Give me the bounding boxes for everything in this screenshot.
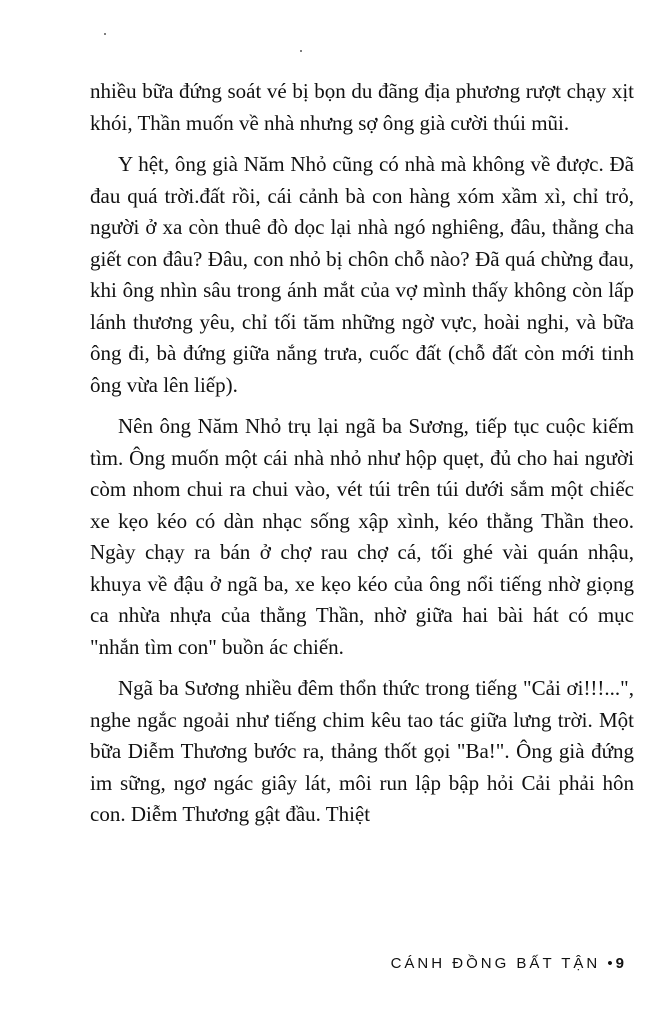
page-number: 9 xyxy=(615,955,625,972)
body-text xyxy=(90,76,634,841)
paragraph-1: nhiều bữa đứng soát vé bị bọn du đãng địa phương rượt chạy xịt khói, Thần muốn về nhà nhưng sợ ông già cười thúi mũi. xyxy=(90,79,634,135)
running-title: CÁNH ĐỒNG BẤT TẬN • xyxy=(390,955,616,972)
scan-speck xyxy=(300,50,302,52)
paragraph-2: Y hệt, ông già Năm Nhỏ cũng có nhà mà không về được. Đã đau quá trời.đất rồi, cái cảnh bà con hàng xóm xầm xì, chỉ trỏ, người ở xa còn thuê đò dọc lại nhà ngó nghiêng, đâu, thằng cha giết con đâu? Đâu, con nhỏ bị chôn chỗ nào? Đã quá chừng đau, khi ông nhìn sâu trong ánh mắt của vợ mình thấy không còn lấp lánh thương yêu, chỉ tối tăm những ngờ vực, hoài nghi, và bữa ông đi, bà đứng giữa nắng trưa, cuốc đất (chỗ đất còn mới tinh ông vừa lên liếp). xyxy=(90,152,634,397)
paragraph-3: Nên ông Năm Nhỏ trụ lại ngã ba Sương, tiếp tục cuộc kiếm tìm. Ông muốn một cái nhà nhỏ như hộp quẹt, đủ cho hai người còm nhom chui ra chui vào, vét túi trên túi dưới sắm một chiếc xe kẹo kéo có dàn nhạc sống xập xình, kéo thằng Thần theo. Ngày chạy ra bán ở chợ rau chợ cá, tối ghé vài quán nhậu, khuya về đậu ở ngã ba, xe kẹo kéo của ông nổi tiếng nhờ giọng ca nhừa nhựa của thằng Thần, nhờ giữa hai bài hát có mục "nhắn tìm con" buồn ác chiến. xyxy=(90,414,634,659)
scan-speck xyxy=(104,33,106,35)
page-footer xyxy=(391,955,625,972)
paragraph-4: Ngã ba Sương nhiều đêm thổn thức trong tiếng "Cải ơi!!!...", nghe ngắc ngoải như tiếng chim kêu tao tác giữa lưng trời. Một bữa Diễm Thương bước ra, thảng thốt gọi "Ba!". Ông già đứng im sững, ngơ ngác giây lát, môi run lập bập hỏi Cải phải hôn con. Diễm Thương gật đầu. Thiệt xyxy=(90,676,634,826)
